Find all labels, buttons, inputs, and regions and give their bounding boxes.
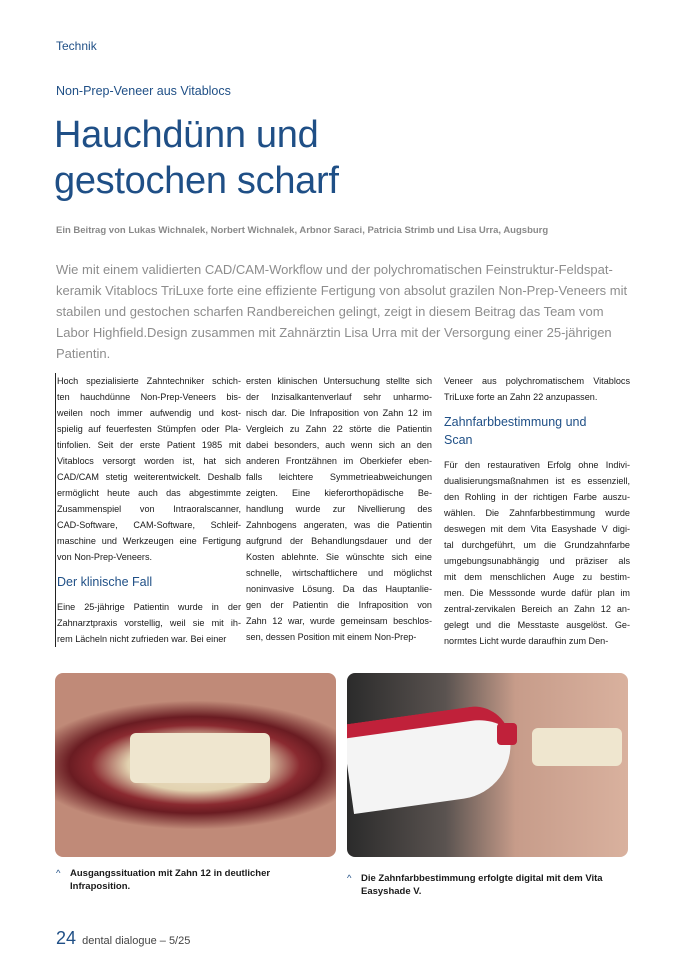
column-3 <box>444 373 630 649</box>
photo-shade-measurement <box>347 673 628 857</box>
teeth-shape <box>532 728 622 766</box>
text-line: noninvasive Lösung. Da das Hauptanlie- <box>246 584 432 594</box>
text-line: normtes Licht wurde daraufhin zum Den- <box>444 636 609 646</box>
text-line: tinfolien. Seit der erste Patient 1985 mit <box>57 440 241 450</box>
section-heading: Der klinische Fall <box>57 575 153 589</box>
text-line: Kosten ablehnte. Sie wünschte sich eine <box>246 552 432 562</box>
text-line: Zusammenspiel von Intraoralscanner, <box>57 504 241 514</box>
text-line: den Rohling in der richtigen Farbe auszu- <box>444 492 630 502</box>
text-line: tal durchgeführt, um die Grundzahnfarbe <box>444 540 630 550</box>
text-line: dabei besonders, auch wenn sich an den <box>246 440 432 450</box>
text-line: gelegt und die Messtaste ausgelöst. Ge- <box>444 620 630 630</box>
text-line: falls leichtere Symmetrieabweichungen <box>246 472 432 482</box>
caret-up-icon: ^ <box>56 868 61 879</box>
text-line: von Non-Prep-Veneers. <box>57 552 153 562</box>
text-line: handlung wurde zur Nivellierung des <box>246 504 432 514</box>
text-line: ten hauchdünne Non-Prep-Veneers bis- <box>57 392 241 402</box>
text-line: Zahnarztpraxis vorstellig, weil sie mit ih- <box>57 618 241 628</box>
text-line: umgebungsunabhängig und präziser als <box>444 556 630 566</box>
text-line: dualisierungsmaßnahmen ist es essenziell, <box>444 476 630 486</box>
text-line: Zahnbogens angeraten, was die Patientin <box>246 520 432 530</box>
text-line: ersten klinischen Untersuchung stellte sich <box>246 376 432 386</box>
text-line: ermöglicht heute auch das abgestimmte <box>57 488 241 498</box>
caption-photo-2 <box>347 872 627 898</box>
text-line: maschine und Werkzeugen eine Fertigung <box>57 536 241 546</box>
text-line: zentral-zervikalen Bereich an Zahn 12 an- <box>444 604 630 614</box>
text-line: nisch dar. Die Infraposition von Zahn 12 im <box>246 408 432 418</box>
text-line: Veneer aus polychromatischem Vitablocs <box>444 376 630 386</box>
section-heading <box>444 413 630 449</box>
caret-up-icon: ^ <box>347 873 352 884</box>
column-2 <box>246 373 432 645</box>
text-line: schnelle, wirtschaftlichere und möglichst <box>246 568 432 578</box>
title-line: gestochen scharf <box>54 160 339 202</box>
kicker: Non-Prep-Veneer aus Vitablocs <box>56 84 231 98</box>
photo-initial-situation <box>55 673 336 857</box>
device-tip-shape <box>497 723 517 745</box>
text-line: Zahn 12 war, wurde gemeinsam beschlos- <box>246 616 432 626</box>
text-line: wählen. Die Zahnfarbbestimmung wurde <box>444 508 630 518</box>
text-line: anderen Frontzähnen im Oberkiefer eben- <box>246 456 432 466</box>
column-1 <box>55 373 241 647</box>
text-line: CAD-Software, CAM-Software, Schleif- <box>57 520 241 530</box>
lead-paragraph: Wie mit einem validierten CAD/CAM-Workflow und der polychromatischen Feinstruktur-Feldspat-keramik Vitablocs TriLuxe forte eine effiziente Fertigung von absolut grazilen Non-Prep-Veneers mit stabilen und gestochen scharfen Randbereichen gelingt, zeigt in diesem Beitrag das Team vom Labor Highfield.Design zusammen mit Zahnärztin Lisa Urra mit der Versorgung einer 25-jährigen Patientin. <box>56 262 628 361</box>
page-number: 24 <box>56 928 77 948</box>
authors-byline: Ein Beitrag von Lukas Wichnalek, Norbert Wichnalek, Arbnor Saraci, Patricia Strimb und Lisa Urra, Augsburg <box>56 225 549 236</box>
text-line: gen der Patientin die Infraposition von <box>246 600 432 610</box>
text-line: der Inzisalkantenverlauf sehr unharmo- <box>246 392 432 402</box>
page-footer <box>56 928 190 949</box>
text-line: zeigten. Eine kieferorthopädische Be- <box>246 488 432 498</box>
text-line: Eine 25-jährige Patientin wurde in der <box>57 602 241 612</box>
text-line: mit dem menschlichen Auge zu bestim- <box>444 572 630 582</box>
text-line: spielig auf feuerfesten Stümpfen oder Pla- <box>57 424 241 434</box>
text-line: Für den restaurativen Erfolg ohne Indivi- <box>444 460 630 470</box>
text-line: Vergleich zu Zahn 22 störte die Patientin <box>246 424 432 434</box>
text-line: rem Lächeln nicht zufrieden war. Bei einer <box>57 634 227 644</box>
text-line: aufgrund der Behandlungsdauer und der <box>246 536 432 546</box>
text-line: TriLuxe forte an Zahn 22 anzupassen. <box>444 392 598 402</box>
text-line: CAD/CAM stetig weiterentwickelt. Deshalb <box>57 472 241 482</box>
text-line: Vitablocs versorgt worden ist, hat sich <box>57 456 241 466</box>
caption-text: Die Zahnfarbbestimmung erfolgte digital mit dem Vita Easyshade V. <box>361 873 603 897</box>
caption-text: Ausgangssituation mit Zahn 12 in deutlicher Infraposition. <box>70 868 271 892</box>
teeth-shape <box>130 733 270 783</box>
text-line: sen, dessen Position mit einem Non-Prep- <box>246 632 417 642</box>
section-label: Technik <box>56 39 97 53</box>
heading-line: Scan <box>444 433 473 447</box>
caption-photo-1 <box>56 867 296 893</box>
heading-line: Zahnfarbbestimmung und <box>444 415 587 429</box>
text-line: weilen noch immer aufwendig und kost- <box>57 408 241 418</box>
text-line: men. Die Messsonde wurde dafür plan im <box>444 588 630 598</box>
magazine-issue: dental dialogue – 5/25 <box>82 935 191 947</box>
page-title <box>54 112 339 204</box>
text-line: Hoch spezialisierte Zahntechniker schich- <box>57 376 241 386</box>
text-line: deswegen mit dem Vita Easyshade V digi- <box>444 524 630 534</box>
easyshade-device-shape <box>347 702 517 814</box>
title-line: Hauchdünn und <box>54 114 319 156</box>
